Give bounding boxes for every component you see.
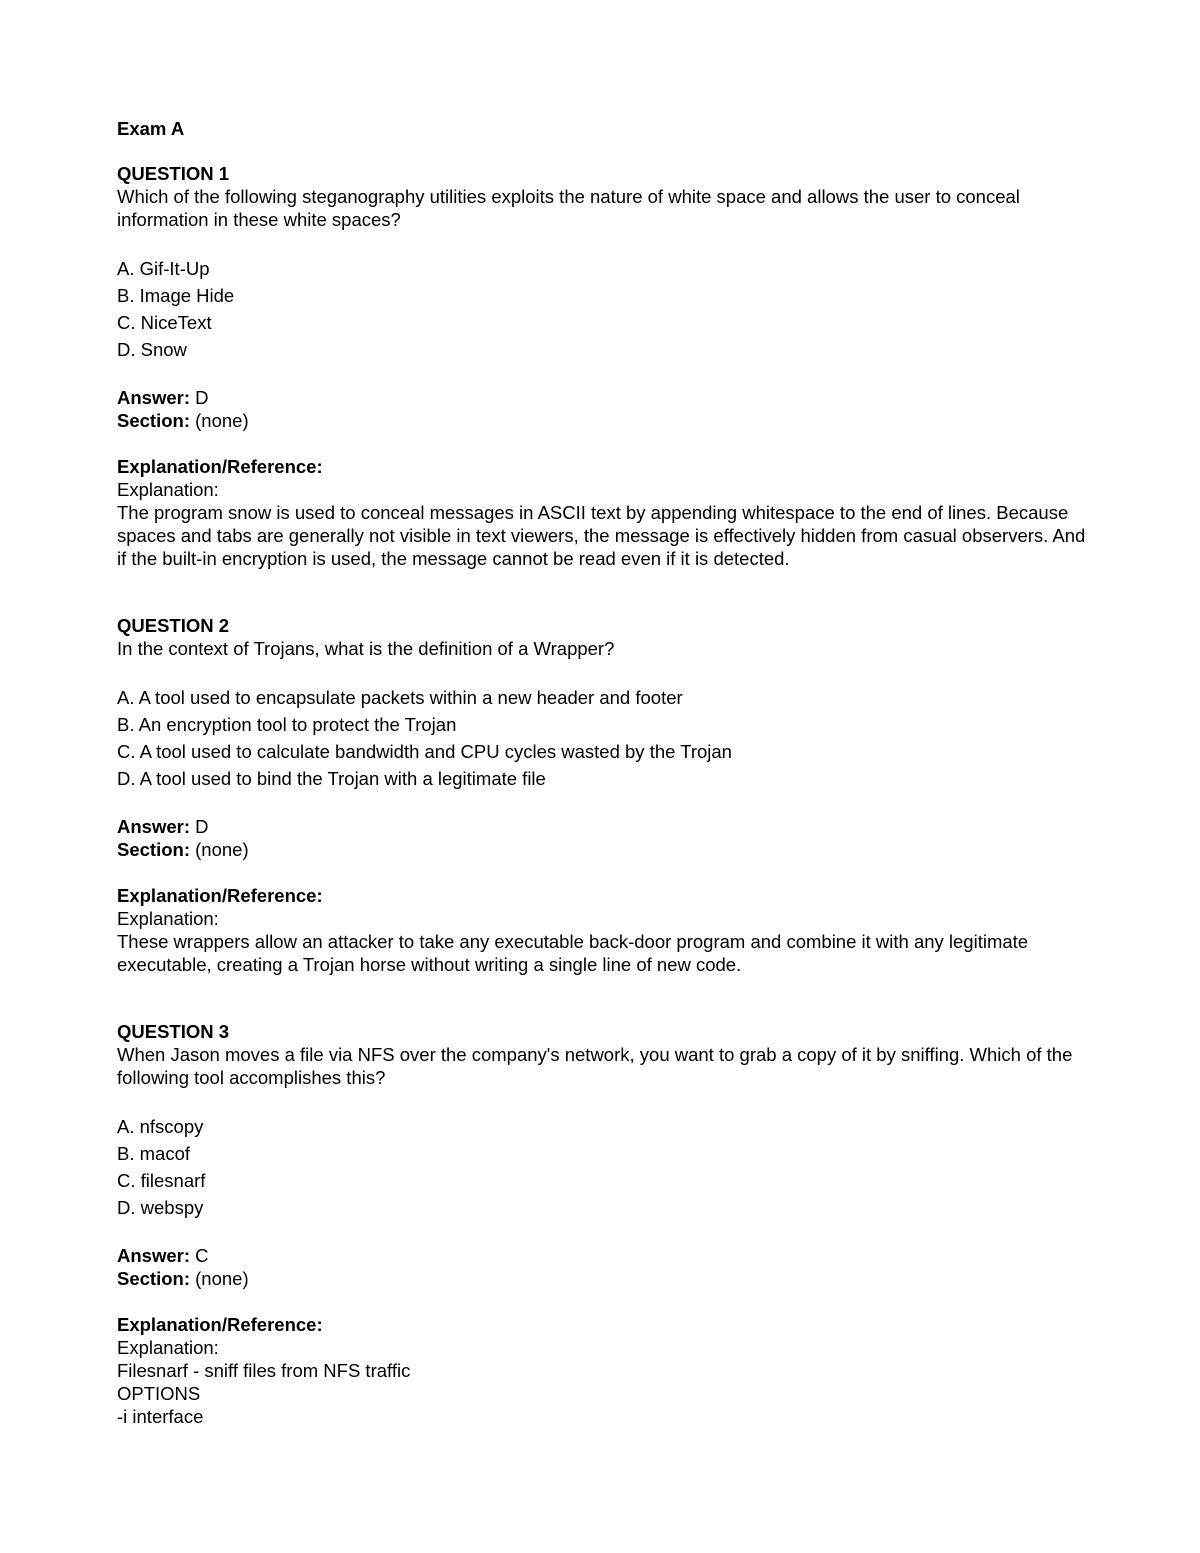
question-block-1 [117,162,1092,570]
section-label: Section: [117,410,190,431]
answer-label: Answer: [117,1245,190,1266]
answer-line [117,815,1092,838]
option-list [117,1113,1092,1221]
section-value: (none) [195,1268,249,1289]
option-b: B. macof [117,1143,190,1164]
question-heading: QUESTION 1 [117,163,230,184]
section-value: (none) [195,410,249,431]
option-b: B. An encryption tool to protect the Trojan [117,714,457,735]
option-c: C. NiceText [117,312,212,333]
option-a: A. A tool used to encapsulate packets within a new header and footer [117,687,683,708]
option-a: A. Gif-It-Up [117,258,210,279]
explanation-line: Filesnarf - sniff files from NFS traffic [117,1360,411,1381]
explanation-line: -i interface [117,1406,204,1427]
option-c: C. filesnarf [117,1170,206,1191]
explanation-line: These wrappers allow an attacker to take any executable back-door program and combine it with any legitimate executable, creating a Trojan horse without writing a single line of new code. [117,931,1029,975]
option-d: D. webspy [117,1197,204,1218]
explanation-body [117,907,1092,976]
section-label: Section: [117,1268,190,1289]
answer-block [117,815,1092,861]
exam-title: Exam A [117,118,185,139]
answer-label: Answer: [117,816,190,837]
question-heading: QUESTION 3 [117,1021,230,1042]
question-text: Which of the following steganography utilities exploits the nature of white space and allows the user to conceal information in these white spaces? [117,186,1020,230]
option-a: A. nfscopy [117,1116,204,1137]
question-text: In the context of Trojans, what is the definition of a Wrapper? [117,638,615,659]
section-label: Section: [117,839,190,860]
explanation-line: Explanation: [117,479,219,500]
explanation-body [117,478,1092,570]
option-list [117,684,1092,792]
answer-value: D [195,816,209,837]
explanation-line: The program snow is used to conceal messages in ASCII text by appending whitespace to the end of lines. Because spaces and tabs are generally not visible in text viewers, the message is effectively hidden from casual observers. And if the built-in encryption is used, the message cannot be read even if it is detected. [117,502,1086,569]
explanation-line: Explanation: [117,908,219,929]
exam-page [117,117,1092,1428]
explanation-body [117,1336,1092,1428]
explanation-heading: Explanation/Reference: [117,885,323,906]
spacer [117,570,1092,614]
explanation-line: OPTIONS [117,1383,201,1404]
answer-value: C [195,1245,209,1266]
section-value: (none) [195,839,249,860]
answer-line [117,1244,1092,1267]
option-c: C. A tool used to calculate bandwidth and CPU cycles wasted by the Trojan [117,741,732,762]
question-block-2 [117,614,1092,976]
section-line [117,409,1092,432]
spacer [117,976,1092,1020]
question-block-3 [117,1020,1092,1428]
answer-block [117,386,1092,432]
question-heading: QUESTION 2 [117,615,230,636]
section-line [117,838,1092,861]
explanation-heading: Explanation/Reference: [117,1314,323,1335]
explanation-heading: Explanation/Reference: [117,456,323,477]
section-line [117,1267,1092,1290]
answer-label: Answer: [117,387,190,408]
option-d: D. Snow [117,339,187,360]
option-list [117,255,1092,363]
option-b: B. Image Hide [117,285,235,306]
answer-line [117,386,1092,409]
explanation-line: Explanation: [117,1337,219,1358]
question-text: When Jason moves a file via NFS over the company's network, you want to grab a copy of it by sniffing. Which of the following tool accomplishes this? [117,1044,1073,1088]
option-d: D. A tool used to bind the Trojan with a legitimate file [117,768,546,789]
answer-value: D [195,387,209,408]
answer-block [117,1244,1092,1290]
